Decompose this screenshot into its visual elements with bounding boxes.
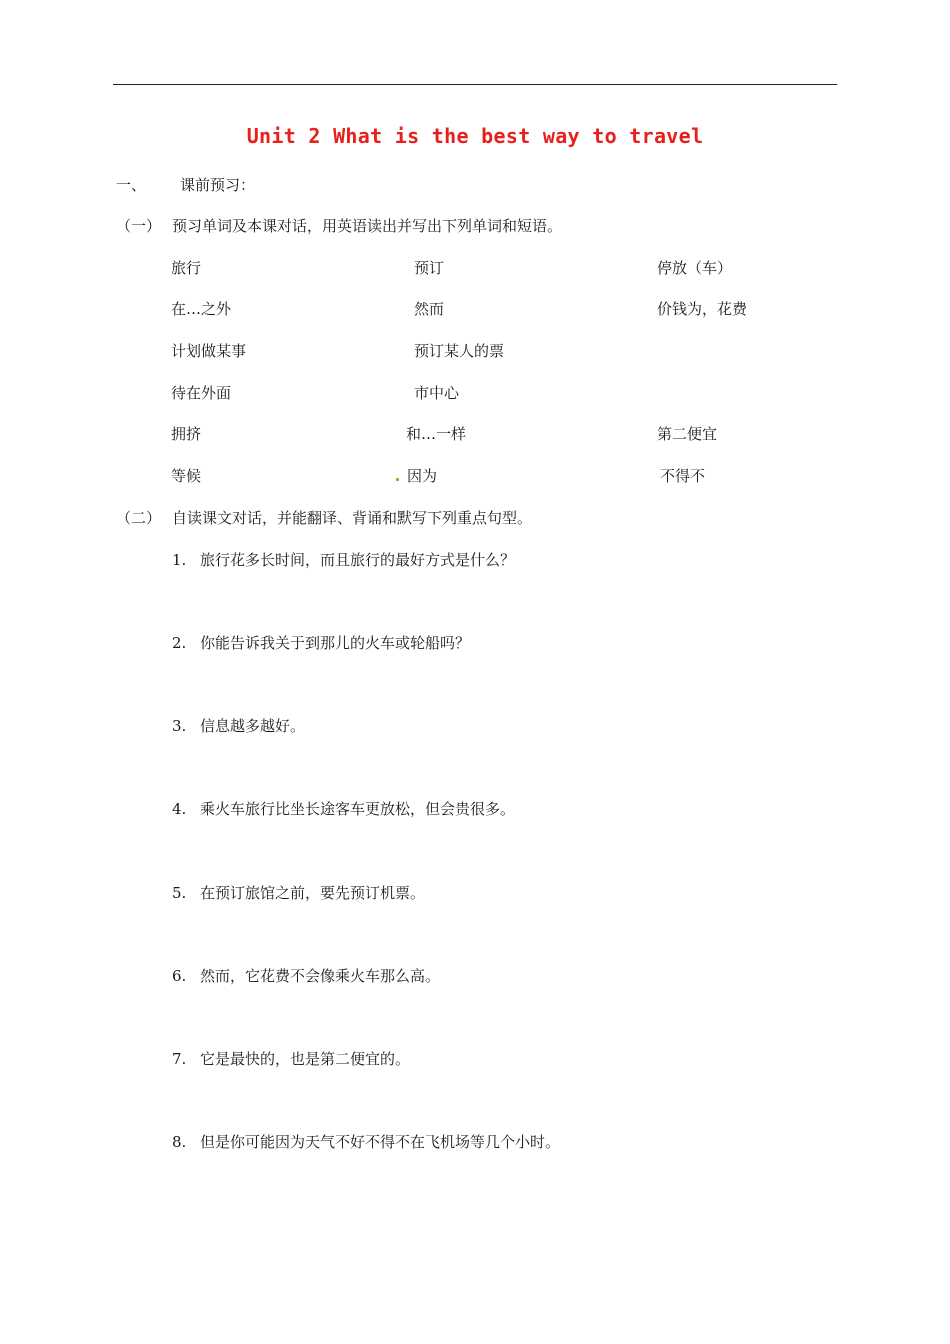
sentence-number: 7.	[172, 1050, 187, 1068]
vocab-item: 不得不	[660, 467, 706, 485]
sentence-item	[172, 716, 305, 736]
vocab-item: 拥挤	[171, 425, 202, 443]
part-instruction: 自读课文对话，并能翻译、背诵和默写下列重点句型。	[172, 509, 533, 527]
vocab-item: 第二便宜	[657, 425, 718, 443]
vocab-item: 因为	[407, 467, 438, 485]
sentence-text: 它是最快的，也是第二便宜的。	[200, 1050, 411, 1068]
part-marker: （一）	[116, 217, 162, 235]
sentence-text: 你能告诉我关于到那儿的火车或轮船吗？	[200, 634, 471, 652]
part-marker: （二）	[116, 509, 162, 527]
vocab-item: 在…之外	[171, 300, 232, 318]
sentence-item	[172, 1049, 410, 1069]
sentence-number: 8.	[172, 1133, 187, 1151]
sentence-number: 2.	[172, 634, 187, 652]
vocab-item: 停放（车）	[657, 259, 733, 277]
section-marker: 一、	[116, 176, 147, 194]
sentence-text: 在预订旅馆之前，要先预订机票。	[200, 884, 426, 902]
vocab-item: 计划做某事	[171, 342, 247, 360]
vocab-item: 价钱为，花费	[657, 300, 748, 318]
sentence-text: 旅行花多长时间，而且旅行的最好方式是什么？	[200, 551, 516, 569]
sentence-item	[172, 966, 440, 986]
sentence-item	[172, 883, 425, 903]
vocab-item: 预订	[414, 259, 445, 277]
vocab-item: 待在外面	[171, 384, 232, 402]
sentence-text: 信息越多越好。	[200, 717, 306, 735]
sentence-number: 4.	[172, 800, 187, 818]
vocab-item: 旅行	[171, 259, 202, 277]
sentence-number: 5.	[172, 884, 187, 902]
sentence-number: 1.	[172, 551, 187, 569]
vocab-item: 和…一样	[406, 425, 467, 443]
part-instruction: 预习单词及本课对话，用英语读出并写出下列单词和短语。	[172, 217, 563, 235]
sentence-number: 6.	[172, 967, 187, 985]
page-title: Unit 2 What is the best way to travel	[246, 124, 704, 148]
vocab-item: 预订某人的票	[414, 342, 505, 360]
sentence-item	[172, 1132, 560, 1152]
sentence-item	[172, 633, 470, 653]
section-label: 课前预习：	[180, 176, 256, 194]
sentence-text: 然而，它花费不会像乘火车那么高。	[200, 967, 441, 985]
sentence-item	[172, 550, 515, 570]
stray-dot	[396, 478, 399, 481]
sentence-text: 乘火车旅行比坐长途客车更放松，但会贵很多。	[200, 800, 516, 818]
sentence-item	[172, 799, 515, 819]
sentence-number: 3.	[172, 717, 187, 735]
header-rule	[113, 84, 837, 85]
vocab-item: 等候	[171, 467, 202, 485]
sentence-text: 但是你可能因为天气不好不得不在飞机场等几个小时。	[200, 1133, 561, 1151]
vocab-item: 然而	[414, 300, 445, 318]
vocab-item: 市中心	[414, 384, 460, 402]
